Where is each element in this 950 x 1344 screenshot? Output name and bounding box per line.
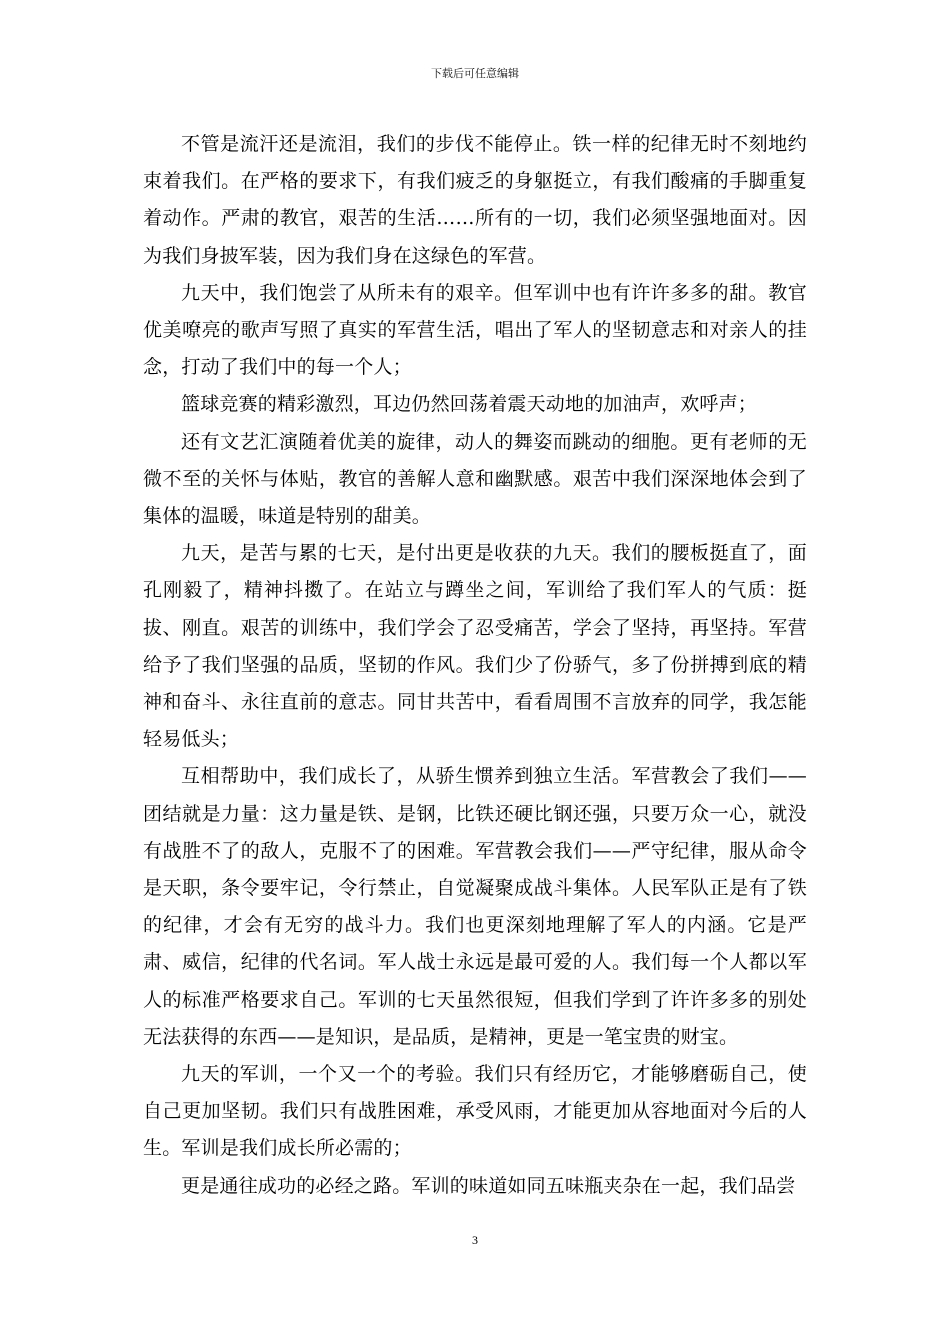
page-header: 下载后可任意编辑 xyxy=(431,67,519,80)
paragraph: 九天的军训，一个又一个的考验。我们只有经历它，才能够磨砺自己，使自己更加坚韧。我们只有战胜困难，承受风雨，才能更加从容地面对今后的人生。军训是我们成长所必需的； xyxy=(143,1063,807,1160)
page-number: 3 xyxy=(472,1233,478,1247)
document-body xyxy=(143,126,807,1205)
paragraph: 九天，是苦与累的七天，是付出更是收获的九天。我们的腰板挺直了，面孔刚毅了，精神抖擞了。在站立与蹲坐之间，军训给了我们军人的气质：挺拔、刚直。艰苦的训练中，我们学会了忍受痛苦，学会了坚持，再坚持。军营给予了我们坚强的品质，坚韧的作风。我们少了份骄气，多了份拼搏到底的精神和奋斗、永往直前的意志。同甘共苦中，看看周围不言放弃的同学，我怎能轻易低头； xyxy=(143,542,807,751)
paragraph: 篮球竞赛的精彩激烈，耳边仍然回荡着震天动地的加油声，欢呼声； xyxy=(181,393,758,416)
paragraph: 不管是流汗还是流泪，我们的步伐不能停止。铁一样的纪律无时不刻地约束着我们。在严格的要求下，有我们疲乏的身躯挺立，有我们酸痛的手脚重复着动作。严肃的教官，艰苦的生活……所有的一切，我们必须坚强地面对。因为我们身披军装，因为我们身在这绿色的军营。 xyxy=(143,133,807,267)
paragraph: 还有文艺汇演随着优美的旋律，动人的舞姿而跳动的细胞。更有老师的无微不至的关怀与体贴，教官的善解人意和幽默感。艰苦中我们深深地体会到了集体的温暖，味道是特别的甜美。 xyxy=(143,430,807,528)
paragraph: 更是通往成功的必经之路。军训的味道如同五味瓶夹杂在一起，我们品尝 xyxy=(181,1174,796,1197)
paragraph: 互相帮助中，我们成长了，从骄生惯养到独立生活。军营教会了我们——团结就是力量：这力量是铁、是钢，比铁还硬比钢还强，只要万众一心，就没有战胜不了的敌人，克服不了的困难。军营教会我们——严守纪律，服从命令是天职，条令要牢记，令行禁止，自觉凝聚成战斗集体。人民军队正是有了铁的纪律，才会有无穷的战斗力。我们也更深刻地理解了军人的内涵。它是严肃、威信，纪律的代名词。军人战士永远是最可爱的人。我们每一个人都以军人的标准严格要求自己。军训的七天虽然很短，但我们学到了许许多多的别处无法获得的东西——是知识，是品质，是精神，更是一笔宝贵的财宝。 xyxy=(143,765,807,1048)
paragraph: 九天中，我们饱尝了从所未有的艰辛。但军训中也有许许多多的甜。教官优美嘹亮的歌声写照了真实的军营生活，唱出了军人的坚韧意志和对亲人的挂念，打动了我们中的每一个人； xyxy=(143,281,807,379)
